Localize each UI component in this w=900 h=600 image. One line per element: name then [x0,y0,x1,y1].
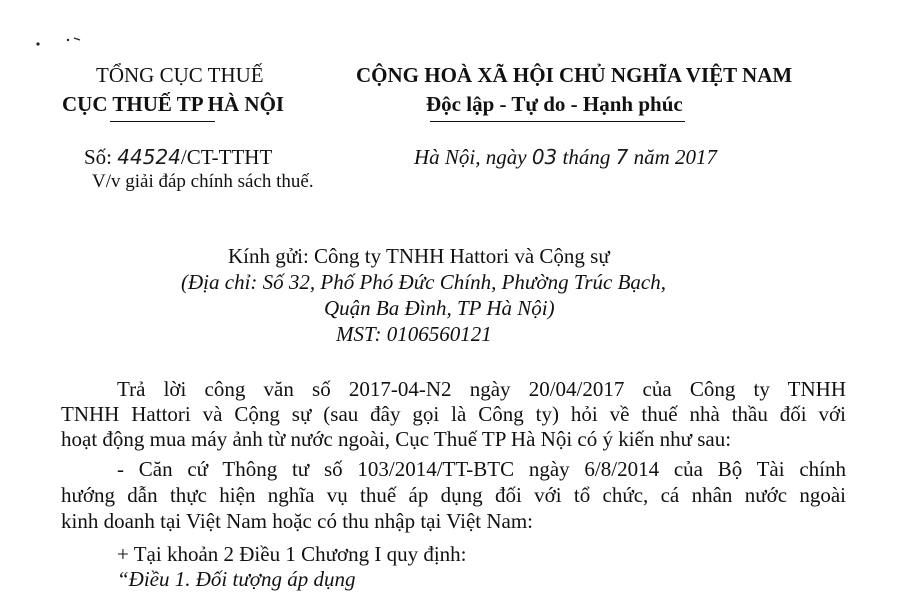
body-paragraph-2-line-3: kinh doanh tại Việt Nam hoặc có thu nhập tại Việt Nam: [61,509,534,533]
handwritten-number: 44524 [117,145,181,169]
recipient-address-1: (Địa chỉ: Số 32, Phố Phó Đức Chính, Phường Trúc Bạch, [181,270,666,294]
body-paragraph-2-line-2: hướng dẫn thực hiện nghĩa vụ thuế áp dụng đối với tổ chức, cá nhân nước ngoài [61,483,846,507]
body-paragraph-4: “Điều 1. Đối tượng áp dụng [117,567,356,591]
handwritten-month: 7 [615,145,629,169]
number-suffix: /CT-TTHT [180,145,273,169]
agency-parent: TỔNG CỤC THUẾ [96,63,264,87]
motto-underline [430,121,685,122]
body-paragraph-1-line-1: Trả lời công văn số 2017-04-N2 ngày 20/04/2017 của Công ty TNHH [117,377,846,401]
document-number [84,145,272,170]
document-subject: V/v giải đáp chính sách thuế. [92,171,314,192]
date-prefix: Hà Nội, ngày [414,145,527,169]
recipient-tax-code: MST: 0106560121 [336,322,492,346]
recipient-line: Kính gửi: Công ty TNHH Hattori và Cộng sự [228,244,610,268]
scan-specks [30,30,90,50]
number-prefix: Số: [84,145,113,169]
recipient-address-2: Quận Ba Đình, TP Hà Nội) [324,296,555,320]
date-year: năm 2017 [633,145,718,169]
body-paragraph-1-line-2: TNHH Hattori và Cộng sự (sau đây gọi là Công ty) hỏi về thuế nhà thầu đối với [61,402,846,426]
document-date [414,145,717,170]
body-paragraph-1-line-3: hoạt động mua máy ảnh từ nước ngoài, Cục Thuế TP Hà Nội có ý kiến như sau: [61,427,732,451]
agency-underline [110,121,215,122]
body-paragraph-3: + Tại khoản 2 Điều 1 Chương I quy định: [117,542,467,566]
national-title: CỘNG HOÀ XÃ HỘI CHỦ NGHĨA VIỆT NAM [356,63,793,87]
national-motto: Độc lập - Tự do - Hạnh phúc [426,92,683,116]
agency-name: CỤC THUẾ TP HÀ NỘI [62,92,285,116]
body-paragraph-2-line-1: - Căn cứ Thông tư số 103/2014/TT-BTC ngày 6/8/2014 của Bộ Tài chính [117,457,846,481]
handwritten-day: 03 [531,145,558,169]
date-month-label: tháng [562,145,611,169]
